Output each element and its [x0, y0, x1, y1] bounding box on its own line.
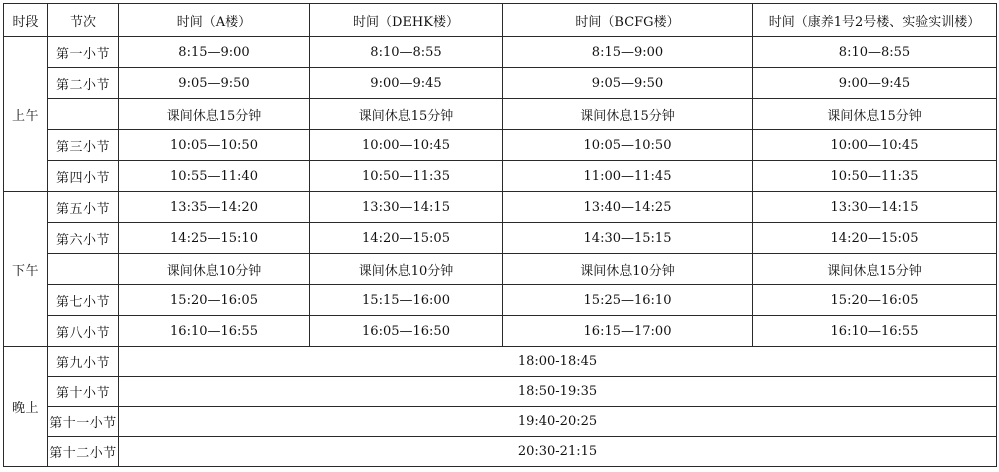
break-cell: 课间休息10分钟: [310, 254, 503, 285]
schedule-sheet: [3, 3, 996, 469]
table-row: [4, 316, 997, 347]
break-cell: 课间休息15分钟: [310, 99, 503, 130]
table-row: [4, 130, 997, 161]
evening-time-cell: 18:00-18:45: [119, 347, 997, 377]
table-row: [4, 347, 997, 377]
time-cell: 15:20—16:05: [119, 285, 310, 316]
time-cell: 10:00—10:45: [310, 130, 503, 161]
slot-label: 第九小节: [48, 347, 119, 377]
time-cell: 14:20—15:05: [310, 223, 503, 254]
table-row: [4, 161, 997, 192]
time-cell: 14:20—15:05: [753, 223, 997, 254]
time-cell: 13:35—14:20: [119, 192, 310, 223]
table-row: [4, 285, 997, 316]
header-slot: 节次: [48, 4, 119, 37]
time-cell: 16:05—16:50: [310, 316, 503, 347]
time-cell: 15:20—16:05: [753, 285, 997, 316]
slot-label: 第四小节: [48, 161, 119, 192]
time-cell: 16:10—16:55: [119, 316, 310, 347]
table-row: [4, 223, 997, 254]
break-row: [4, 99, 997, 130]
time-cell: 8:15—9:00: [503, 37, 753, 68]
time-cell: 10:50—11:35: [310, 161, 503, 192]
header-period: 时段: [4, 4, 48, 37]
slot-label: [48, 254, 119, 285]
time-cell: 14:25—15:10: [119, 223, 310, 254]
break-cell: 课间休息10分钟: [119, 254, 310, 285]
slot-label: 第八小节: [48, 316, 119, 347]
time-cell: 9:00—9:45: [310, 68, 503, 99]
evening-time-cell: 19:40-20:25: [119, 407, 997, 437]
slot-label: 第十一小节: [48, 407, 119, 437]
break-cell: 课间休息15分钟: [753, 99, 997, 130]
time-cell: 16:15—17:00: [503, 316, 753, 347]
time-cell: 8:15—9:00: [119, 37, 310, 68]
break-cell: 课间休息15分钟: [119, 99, 310, 130]
slot-label: 第十二小节: [48, 437, 119, 467]
period-evening: 晚上: [4, 347, 48, 467]
table-row: [4, 377, 997, 407]
time-cell: 10:05—10:50: [503, 130, 753, 161]
time-cell: 14:30—15:15: [503, 223, 753, 254]
slot-label: 第十小节: [48, 377, 119, 407]
time-cell: 8:10—8:55: [753, 37, 997, 68]
time-cell: 15:15—16:00: [310, 285, 503, 316]
time-cell: 13:30—14:15: [753, 192, 997, 223]
header-building-kangyang: 时间（康养1号2号楼、实验实训楼）: [753, 4, 997, 37]
time-cell: 9:05—9:50: [119, 68, 310, 99]
break-cell: 课间休息15分钟: [503, 99, 753, 130]
header-building-dehk: 时间（DEHK楼）: [310, 4, 503, 37]
break-cell: 课间休息10分钟: [503, 254, 753, 285]
time-cell: 10:55—11:40: [119, 161, 310, 192]
class-schedule-table: [3, 3, 997, 467]
break-row: [4, 254, 997, 285]
time-cell: 10:50—11:35: [753, 161, 997, 192]
table-row: [4, 407, 997, 437]
period-afternoon: 下午: [4, 192, 48, 347]
header-building-a: 时间（A楼）: [119, 4, 310, 37]
time-cell: 9:05—9:50: [503, 68, 753, 99]
table-row: [4, 192, 997, 223]
slot-label: 第七小节: [48, 285, 119, 316]
slot-label: 第三小节: [48, 130, 119, 161]
slot-label: 第二小节: [48, 68, 119, 99]
break-cell: 课间休息15分钟: [753, 254, 997, 285]
period-morning: 上午: [4, 37, 48, 192]
slot-label: [48, 99, 119, 130]
time-cell: 8:10—8:55: [310, 37, 503, 68]
slot-label: 第六小节: [48, 223, 119, 254]
time-cell: 16:10—16:55: [753, 316, 997, 347]
time-cell: 9:00—9:45: [753, 68, 997, 99]
table-row: [4, 37, 997, 68]
time-cell: 13:40—14:25: [503, 192, 753, 223]
evening-time-cell: 20:30-21:15: [119, 437, 997, 467]
time-cell: 10:05—10:50: [119, 130, 310, 161]
slot-label: 第一小节: [48, 37, 119, 68]
header-row: [4, 4, 997, 37]
table-row: [4, 68, 997, 99]
header-building-bcfg: 时间（BCFG楼）: [503, 4, 753, 37]
time-cell: 15:25—16:10: [503, 285, 753, 316]
time-cell: 13:30—14:15: [310, 192, 503, 223]
table-row: [4, 437, 997, 467]
time-cell: 11:00—11:45: [503, 161, 753, 192]
evening-time-cell: 18:50-19:35: [119, 377, 997, 407]
slot-label: 第五小节: [48, 192, 119, 223]
time-cell: 10:00—10:45: [753, 130, 997, 161]
